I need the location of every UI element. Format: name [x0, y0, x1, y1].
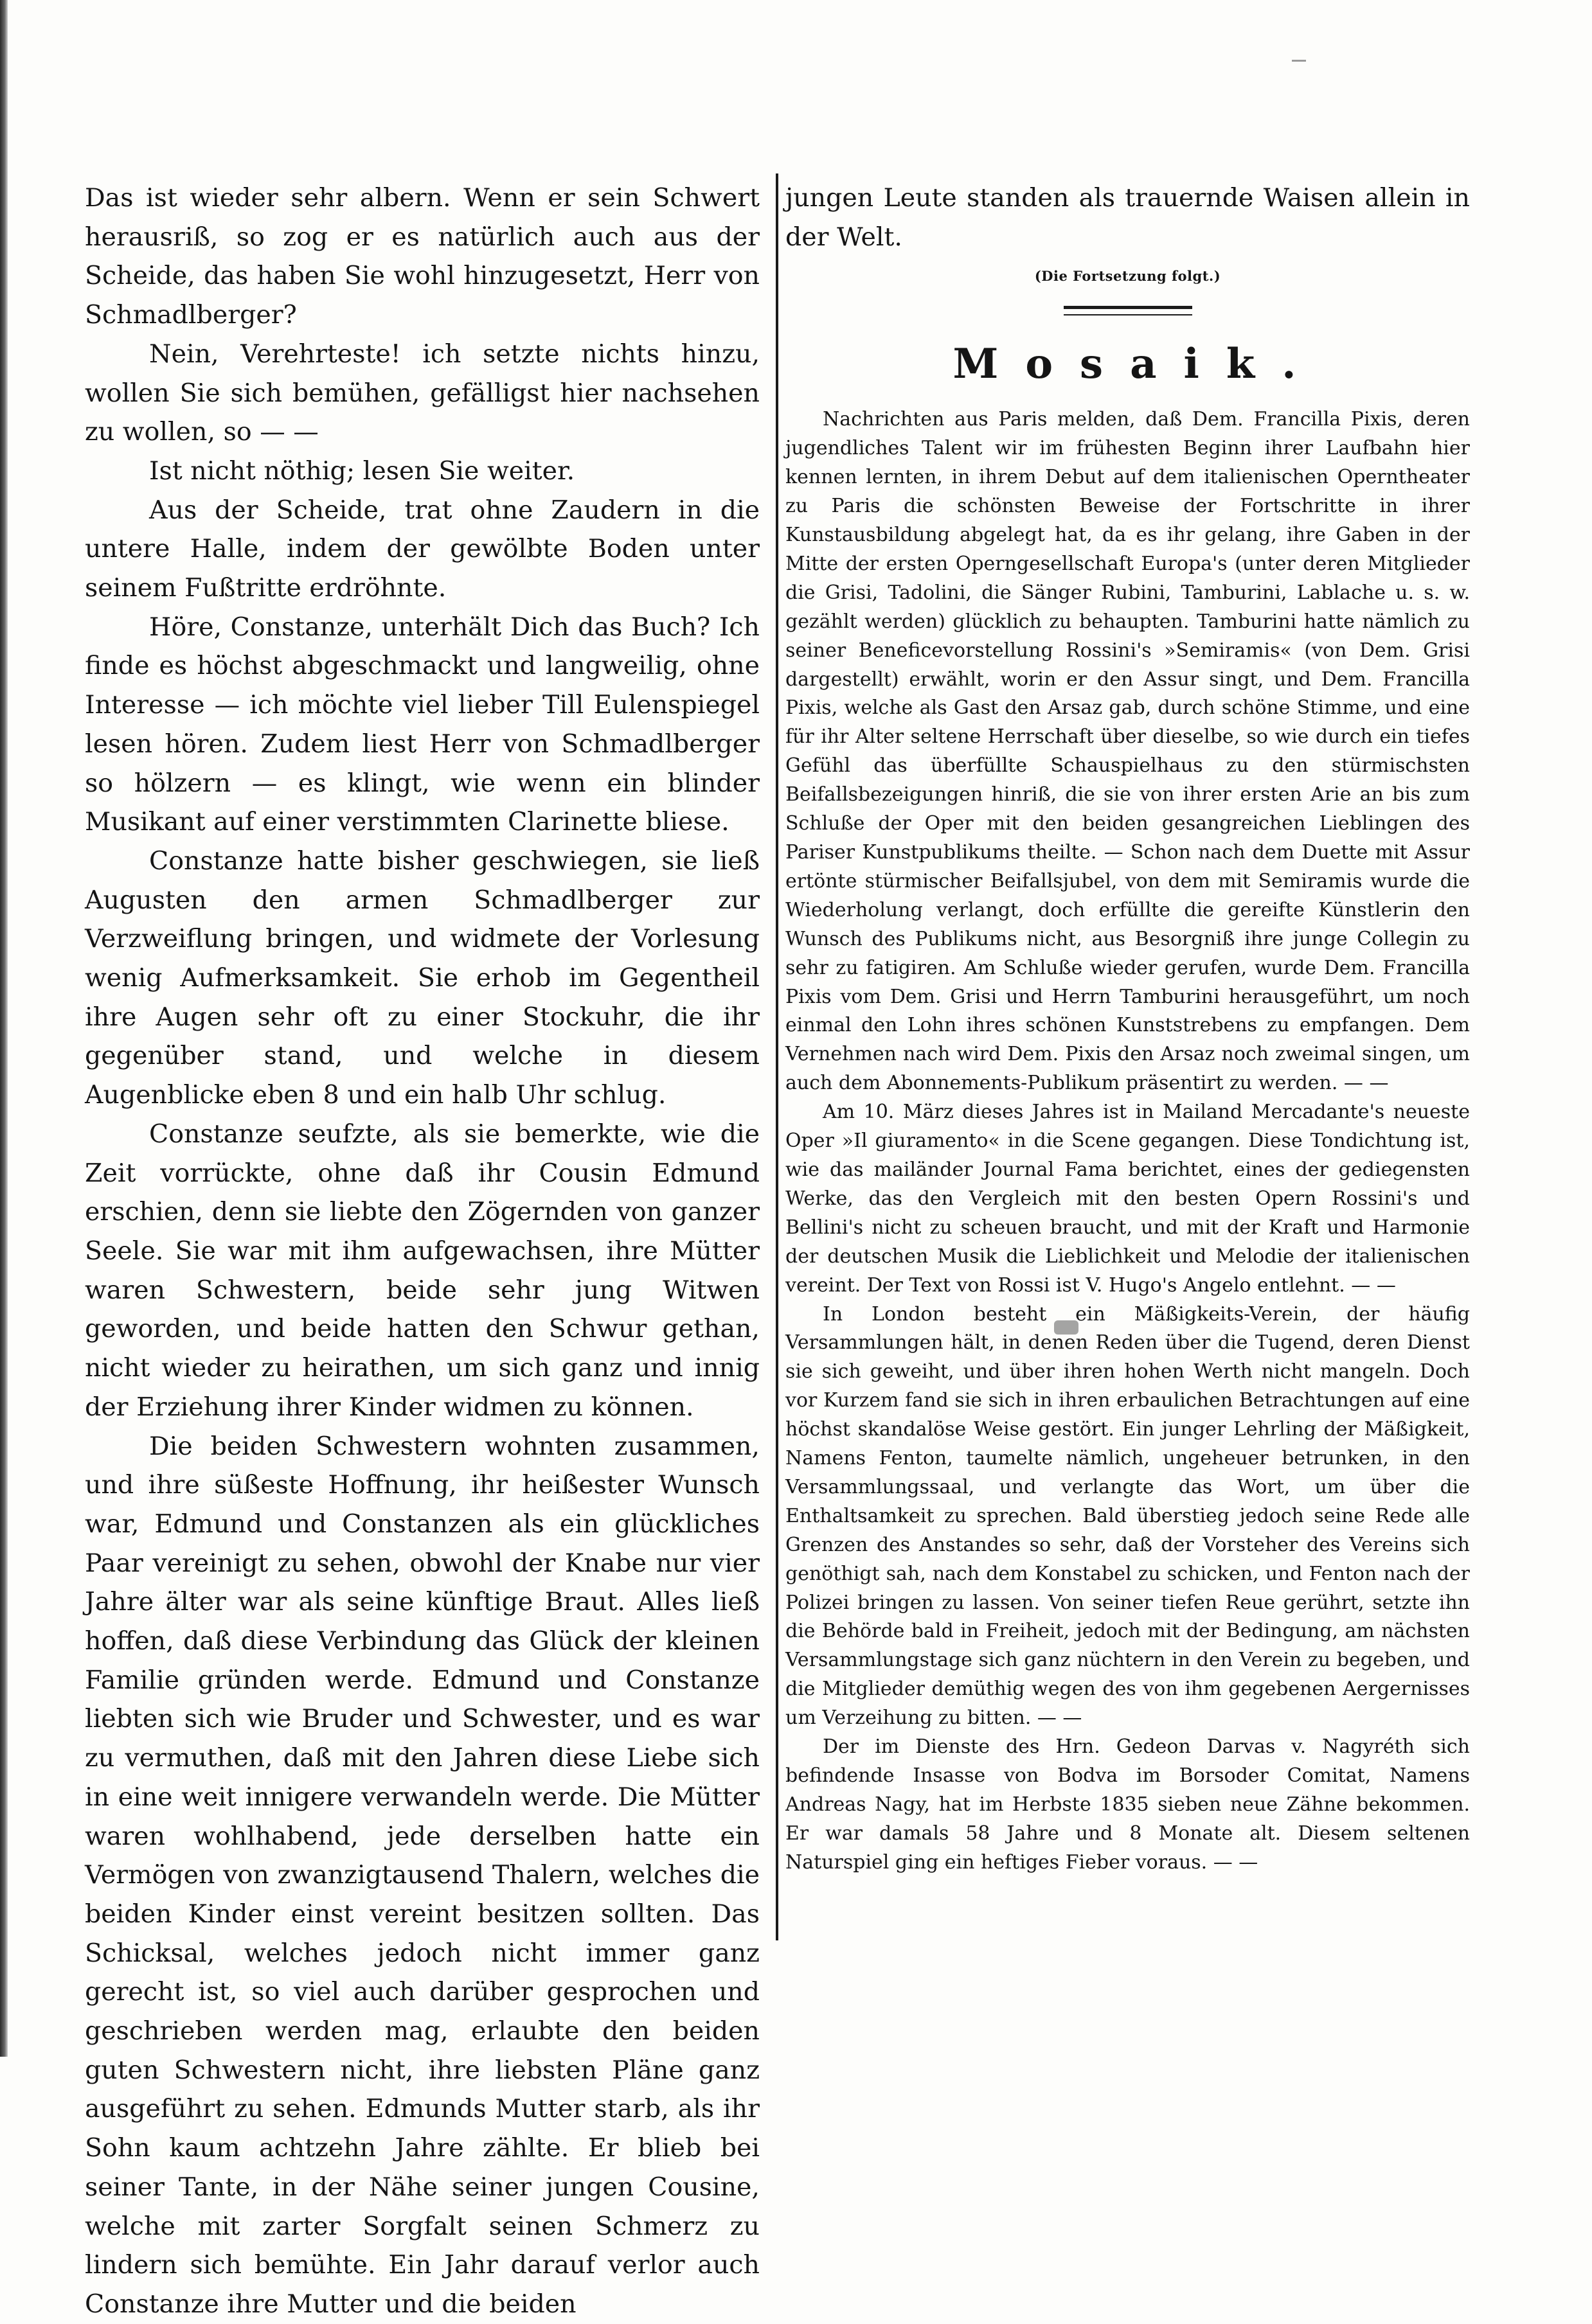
page-binding-edge: [0, 0, 8, 2057]
paragraph: Constanze seufzte, als sie bemerkte, wie die Zeit vorrückte, ohne daß ihr Cousin Edmund erschien, denn sie liebte den Zögernden von ganzer Seele. Sie war mit ihm aufgewachsen, ihre Mütter waren Schwestern, beide sehr jung Witwen geworden, und beide hatten den Schwur gethan, nicht wieder zu heirathen, um sich ganz und innig der Erziehung ihrer Kinder widmen zu können.: [85, 1119, 760, 1422]
paragraph: Höre, Constanze, unterhält Dich das Buch? Ich finde es höchst abgeschmackt und langweilig, ohne Interesse — ich möchte viel lieber Till Eulenspiegel lesen hören. Zudem liest Herr von Schmadlberger so hölzern — es klingt, wie wenn ein blinder Musikant auf einer verstimmten Clarinette bliese.: [85, 612, 760, 837]
section-rule: [1064, 306, 1192, 315]
print-mark: [1292, 60, 1306, 62]
paragraph: Ist nicht nöthig; lesen Sie weiter.: [149, 456, 575, 486]
paragraph: Constanze hatte bisher geschwiegen, sie ließ Augusten den armen Schmadlberger zur Verzweiflung bringen, und widmete der Vorlesung wenig Aufmerksamkeit. Sie erhob im Gegentheil ihre Augen sehr oft zu einer Stockuhr, die ihr gegenüber stand, und welche in diesem Augenblicke eben 8 und ein halb Uhr schlug.: [85, 846, 760, 1110]
section-title: Mosaik.: [953, 340, 1323, 389]
paragraph: Nein, Verehrteste! ich setzte nichts hinzu, wollen Sie sich bemühen, gefälligst hier nachsehen zu wollen, so — —: [85, 339, 760, 447]
left-column: [85, 179, 760, 2324]
news-item: Nachrichten aus Paris melden, daß Dem. Francilla Pixis, deren jugendliches Talent wir im frühesten Beginn ihrer Laufbahn hier kennen lernten, in ihrem Debut auf dem italienischen Operntheater zu Paris die schönsten Beweise der Fortschritte in ihrer Kunstausbildung abgelegt hat, da es ihr gelang, ihre Gaben in der Mitte der ersten Operngesellschaft Europa's (unter deren Mitglieder die Grisi, Tadolini, die Sänger Rubini, Tamburini, Lablache u. s. w. gezählt werden) glücklich zu behaupten. Tamburini hatte nämlich zu seiner Beneficevorstellung Rossini's »Semiramis« (von Dem. Grisi dargestellt) erwählt, worin er den Assur singt, und Dem. Francilla Pixis, welche als Gast den Arsaz gab, durch schöne Stimme, und eine für ihr Alter seltene Herrschaft über dieselbe, so wie durch ein tiefes Gefühl das überfüllte Schauspielhaus zu den stürmischsten Beifallsbezeigungen hinriß, die sie von ihrer ersten Arie an bis zum Schluße der Oper mit den beiden gesangreichen Lieblingen des Pariser Kunstpublikums theilte. — Schon nach dem Duette mit Assur ertönte stürmischer Beifallsjubel, von dem mit Semiramis wurde die Wiederholung verlangt, doch erfüllte die gereifte Künstlerin den Wunsch des Publikums nicht, aus Besorgniß ihre junge Collegin zu sehr zu fatigiren. Am Schluße wieder gerufen, wurde Dem. Francilla Pixis vom Dem. Grisi und Herrn Tamburini herausgeführt, um noch einmal den Lohn ihres schönen Kunststrebens zu empfangen. Dem Vernehmen nach wird Dem. Pixis den Arsaz noch zweimal singen, um auch dem Abonnements-Publikum präsentirt zu werden. — —: [785, 408, 1470, 1095]
right-column: [785, 179, 1470, 1877]
column-divider: [776, 173, 778, 1940]
continuation-note: (Die Fortsetzung folgt.): [1034, 268, 1221, 285]
continuation-text: jungen Leute standen als trauernde Waisen allein in der Welt.: [785, 183, 1470, 252]
paragraph: Die beiden Schwestern wohnten zusammen, und ihre süßeste Hoffnung, ihr heißester Wunsch war, Edmund und Constanzen als ein glückliches Paar vereinigt zu sehen, obwohl der Knabe nur vier Jahre älter war als seine künftige Braut. Alles ließ hoffen, daß diese Verbindung das Glück der kleinen Familie gründen werde. Edmund und Constanze liebten sich wie Bruder und Schwester, und es war zu vermuthen, daß mit den Jahren diese Liebe sich in eine weit innigere verwandeln werde. Die Mütter waren wohlhabend, jede derselben hatte ein Vermögen von zwanzigtausend Thalern, welches die beiden Kinder einst vereint besitzen sollten. Das Schicksal, welches jedoch nicht immer ganz gerecht ist, so viel auch darüber gesprochen und geschrieben werden mag, erlaubte den beiden guten Schwestern nicht, ihre liebsten Pläne ganz ausgeführt zu sehen. Edmunds Mutter starb, als ihr Sohn kaum achtzehn Jahre zählte. Er blieb bei seiner Tante, in der Nähe seiner jungen Cousine, welche mit zarter Sorgfalt seinen Schmerz zu lindern sich bemühte. Ein Jahr darauf verlor auch Constanze ihre Mutter und die beiden: [85, 1431, 760, 2319]
paragraph: Aus der Scheide, trat ohne Zaudern in die untere Halle, indem der gewölbte Boden unter seinem Fußtritte erdröhnte.: [85, 495, 760, 603]
news-item: Am 10. März dieses Jahres ist in Mailand Mercadante's neueste Oper »Il giuramento« in die Scene gegangen. Diese Tondichtung ist, wie das mailänder Journal Fama berichtet, eines der gediegensten Werke, das den Vergleich mit den besten Opern Rossini's und Bellini's nicht zu scheuen braucht, und mit der Kraft und Harmonie der deutschen Musik die Lieblichkeit und Melodie der italienischen vereint. Der Text von Rossi ist V. Hugo's Angelo entlehnt. — —: [785, 1101, 1470, 1297]
news-item: Der im Dienste des Hrn. Gedeon Darvas v. Nagyréth sich befindende Insasse von Bodva im Borsoder Comitat, Namens Andreas Nagy, hat im Herbste 1835 sieben neue Zähne bekommen. Er war damals 58 Jahre und 8 Monate alt. Diesem seltenen Naturspiel ging ein heftiges Fieber voraus. — —: [785, 1735, 1470, 1874]
news-item: In London besteht ein Mäßigkeits-Verein, der häufig Versammlungen hält, in denen Reden über die Tugend, deren Dienst sie sich geweiht, und über ihren hohen Werth nicht mangeln. Doch vor Kurzem fand sie sich in ihren erbaulichen Betrachtungen auf eine höchst skandalöse Weise gestört. Ein junger Lehrling der Mäßigkeit, Namens Fenton, taumelte nämlich, ungeheuer betrunken, in den Versammlungssaal, und verlangte das Wort, um über die Enthaltsamkeit zu sprechen. Bald überstieg jedoch seine Rede alle Grenzen des Anstandes so sehr, daß der Vorsteher des Vereins sich genöthigt sah, nach dem Konstabel zu schicken, und Fenton nach der Polizei bringen zu lassen. Von seiner tiefen Reue gerührt, setzte ihn die Behörde bald in Freiheit, jedoch mit der Bedingung, am nächsten Versammlungstage sich ganz nüchtern in den Verein zu begeben, und die Mitglieder demüthig wegen des von ihm gegebenen Aergernisses um Verzeihung zu bitten. — —: [785, 1302, 1470, 1730]
paragraph: Das ist wieder sehr albern. Wenn er sein Schwert herausriß, so zog er es natürlich auch aus der Scheide, das haben Sie wohl hinzugesetzt, Herr von Schmadlberger?: [85, 183, 760, 330]
